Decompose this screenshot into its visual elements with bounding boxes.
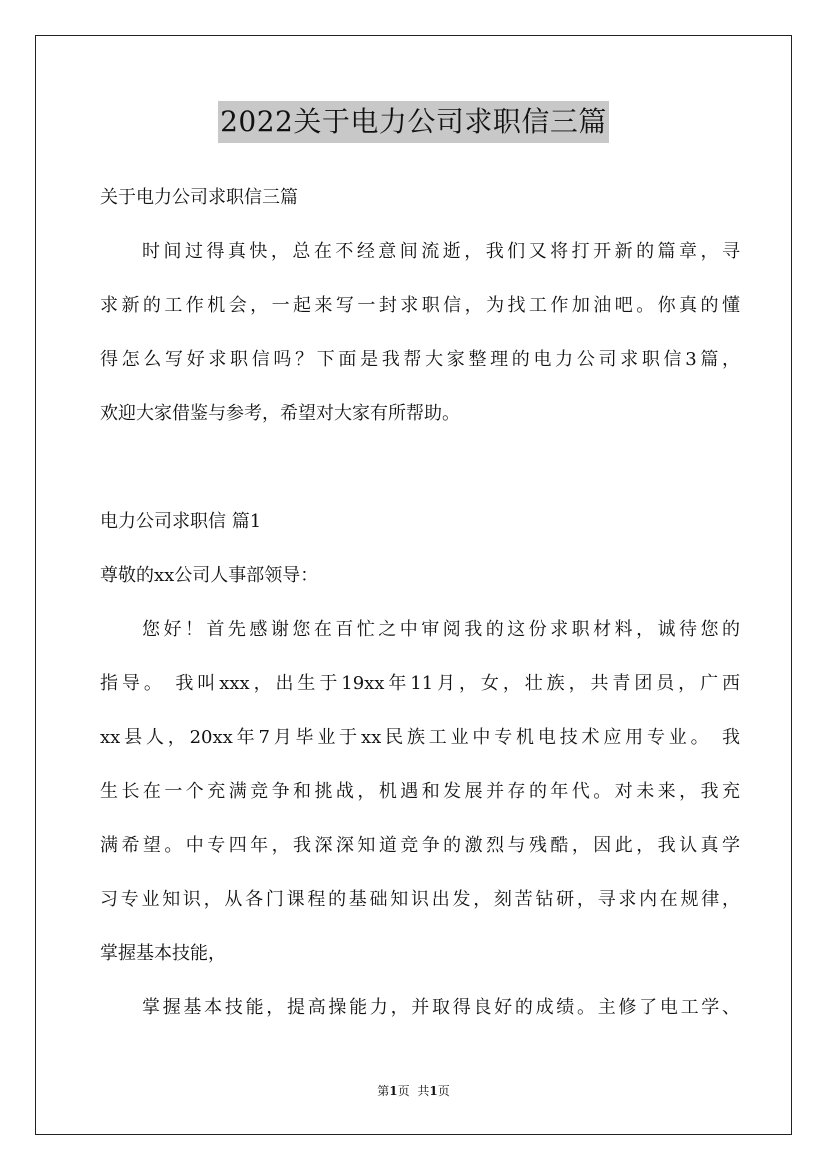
footer-page-prefix: 第 [377, 1084, 390, 1098]
body-line-3: xx县人，20xx年7月毕业于xx民族工业中专机电技术应用专业。 我 [100, 727, 740, 748]
body-line-7: 掌握基本技能， [100, 943, 226, 964]
spacer [100, 441, 740, 495]
footer-page-suffix: 页 [397, 1084, 410, 1098]
subtitle: 关于电力公司求职信三篇 [100, 187, 298, 208]
footer-total-suffix: 页 [437, 1084, 450, 1098]
title-container [0, 101, 827, 143]
body-line-6: 习专业知识，从各门课程的基础知识出发，刻苦钻研，寻求内在规律， [100, 889, 740, 910]
intro-line-1: 时间过得真快，总在不经意间流逝，我们又将打开新的篇章，寻 [142, 241, 740, 262]
intro-line-2: 求新的工作机会，一起来写一封求职信，为找工作加油吧。你真的懂 [100, 295, 740, 316]
salutation: 尊敬的xx公司人事部领导： [100, 565, 319, 586]
footer-page-number: 1 [389, 1084, 398, 1098]
page-footer [0, 1082, 827, 1100]
intro-line-3: 得怎么写好求职信吗？下面是我帮大家整理的电力公司求职信3篇， [100, 349, 740, 370]
document-title: 2022关于电力公司求职信三篇 [218, 101, 609, 143]
footer-total-number: 1 [429, 1084, 438, 1098]
body-line-1: 您好！首先感谢您在百忙之中审阅我的这份求职材料，诚待您的 [142, 619, 740, 640]
section-heading: 电力公司求职信 篇1 [100, 511, 262, 532]
document-body [100, 171, 740, 1035]
footer-total-prefix: 共 [417, 1084, 430, 1098]
body-line-2: 指导。 我叫xxx，出生于19xx年11月，女，壮族，共青团员，广西 [100, 673, 740, 694]
body-line-4: 生长在一个充满竞争和挑战，机遇和发展并存的年代。对未来，我充 [100, 781, 740, 802]
body-line-8: 掌握基本技能，提高操能力，并取得良好的成绩。主修了电工学、 [142, 997, 740, 1018]
intro-line-4: 欢迎大家借鉴与参考，希望对大家有所帮助。 [100, 403, 460, 424]
body-line-5: 满希望。中专四年，我深深知道竞争的激烈与残酷，因此，我认真学 [100, 835, 740, 856]
